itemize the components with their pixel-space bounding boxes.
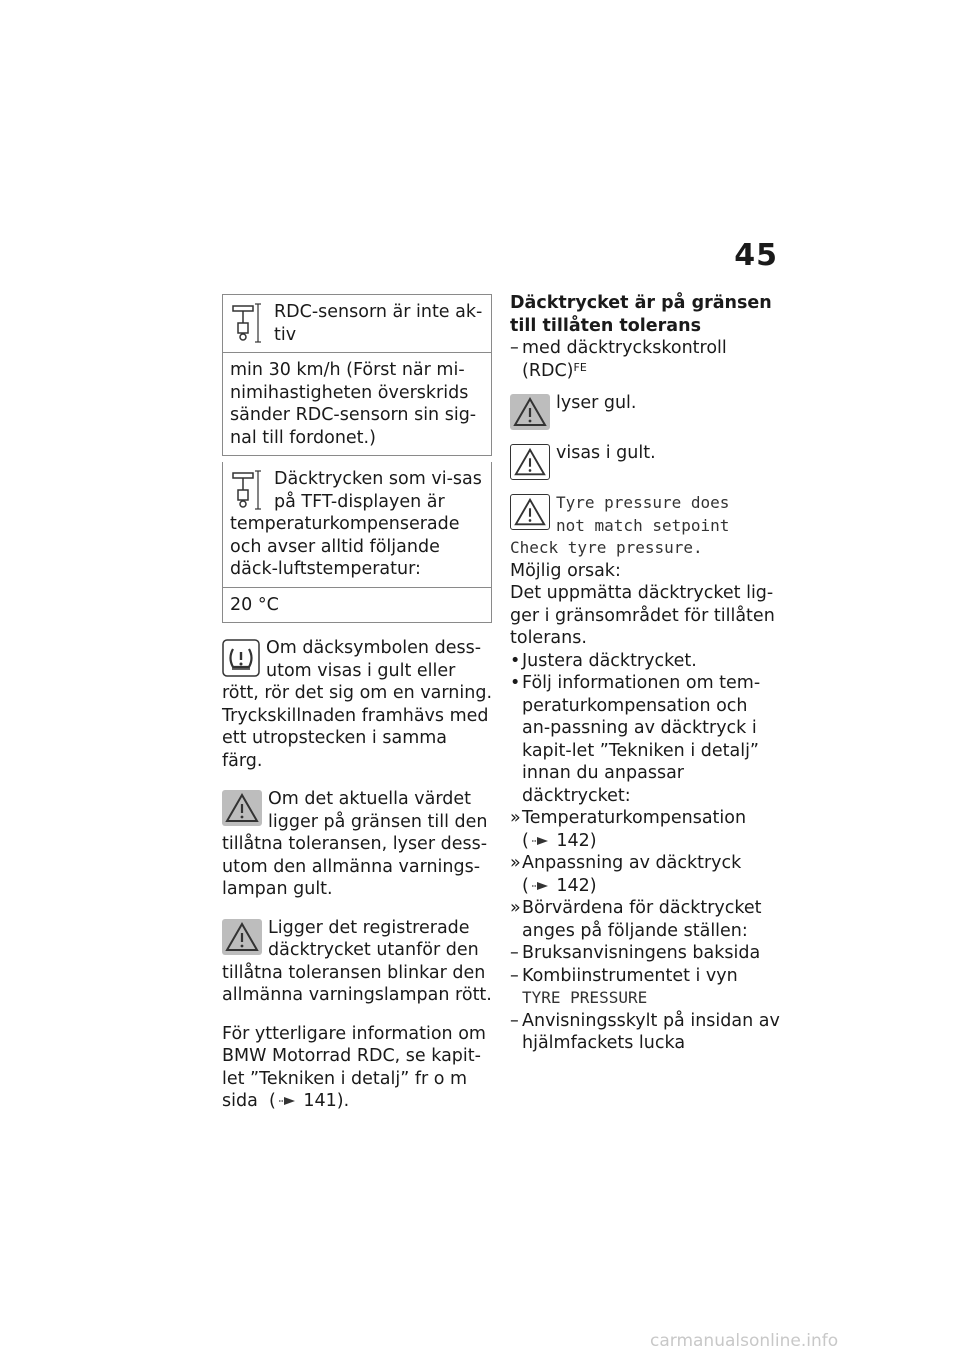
temperature-value: 20 °C xyxy=(230,594,279,615)
bullet-follow-info-text: Följ informationen om tem-peraturkompensation och an-passning av däcktryck i kapit-let ”Tekniken i detalj” innan du anpassar däcktrycket: xyxy=(522,673,761,806)
warning-shown-yellow-text: visas i gult. xyxy=(556,443,656,463)
display-message-line-1: Tyre pressure does xyxy=(556,493,730,512)
temp-comp-box xyxy=(222,462,492,588)
ref-tyre-adjustment: » Anpassning av däcktryck ( 142) xyxy=(510,852,780,897)
ref-temperature-page[interactable]: 142) xyxy=(556,830,597,851)
check-message: Check tyre pressure. xyxy=(510,538,703,557)
place-helmet-compartment-text: Anvisningsskylt på insidan av hjälmfackets lucka xyxy=(522,1010,780,1053)
ref-adjustment-label: Anpassning av däcktryck xyxy=(522,853,742,873)
sensor-inactive-box xyxy=(222,294,492,353)
general-warning-icon xyxy=(510,444,550,480)
page-reference-arrow-icon xyxy=(278,1096,296,1106)
red-warning-note xyxy=(222,917,492,1007)
section-heading: Däcktrycket är på gränsen till tillåten tolerans xyxy=(510,293,772,336)
more-info-page-ref[interactable]: 141). xyxy=(303,1091,350,1111)
general-warning-icon xyxy=(222,919,262,955)
more-info-note xyxy=(222,1023,492,1113)
place-helmet-compartment xyxy=(510,1010,780,1055)
tyre-pressure-warning-icon xyxy=(222,639,260,677)
ref-temperature-label: Temperaturkompensation xyxy=(522,808,747,828)
left-column xyxy=(222,294,492,1113)
general-warning-icon xyxy=(222,790,262,826)
more-info-text: För ytterligare information om BMW Motorrad RDC, se kapit-let ”Tekniken i detalj” fr o m sida ( 141). xyxy=(222,1023,486,1111)
ref-temperature-compensation: » Temperaturkompensation ( 142) xyxy=(510,807,780,852)
page-reference-arrow-icon xyxy=(531,881,549,891)
cause-label: Möjlig orsak: xyxy=(510,560,621,581)
ref-adjustment-page[interactable]: 142) xyxy=(556,875,597,896)
yellow-warning-note xyxy=(222,788,492,901)
warning-lights-yellow-text: lyser gul. xyxy=(556,393,637,413)
general-warning-icon xyxy=(510,494,550,530)
red-warning-text: Ligger det registrerade däcktrycket utanför den tillåtna toleransen blinkar den allmänna varningslampan rött. xyxy=(222,917,492,1005)
bullet-adjust-text: Justera däcktrycket. xyxy=(522,650,697,671)
sensor-icon xyxy=(230,468,264,512)
place-manual-back xyxy=(510,942,780,965)
condition-line xyxy=(510,337,780,382)
page-reference-arrow-icon xyxy=(531,836,549,846)
general-warning-icon xyxy=(510,394,550,430)
watermark: carmanualsonline.info xyxy=(650,1331,839,1351)
place-instrument-cluster xyxy=(510,965,780,1010)
place-manual-back-text: Bruksanvisningens baksida xyxy=(522,943,761,963)
page-number: 45 xyxy=(734,238,778,273)
yellow-warning-text: Om det aktuella värdet ligger på gränsen till den tillåtna toleransen, lyser dess-utom den allmänna varnings-lampan gult. xyxy=(222,789,488,899)
min-speed-box xyxy=(222,353,492,456)
warning-lights-yellow-row xyxy=(510,392,780,432)
sensor-icon xyxy=(230,301,264,345)
bullet-follow-info xyxy=(510,672,780,807)
display-message-line-2: not match setpoint xyxy=(556,515,730,535)
view-name: TYRE PRESSURE xyxy=(522,988,648,1007)
cause-text: Det uppmätta däcktrycket lig-ger i gränsområdet för tillåten tolerans. xyxy=(510,583,775,648)
temp-comp-text: Däcktrycken som vi-sas på TFT-displayen är temperaturkompenserade och avser alltid följande däck-luftstemperatur: xyxy=(230,469,482,579)
condition-superscript: FE xyxy=(573,360,587,374)
display-message-row xyxy=(510,492,780,537)
bullet-adjust xyxy=(510,650,780,673)
right-column xyxy=(510,292,780,1055)
warning-shown-yellow-row xyxy=(510,442,780,482)
place-instrument-cluster-text: Kombiinstrumentet i vyn xyxy=(522,965,738,986)
setpoints-item xyxy=(510,897,780,942)
sensor-inactive-text: RDC-sensorn är inte ak-tiv xyxy=(274,302,483,345)
tyre-symbol-note xyxy=(222,637,492,772)
setpoints-text: Börvärdena för däcktrycket anges på följande ställen: xyxy=(522,898,762,941)
temperature-box xyxy=(222,588,492,624)
min-speed-text: min 30 km/h (Först när mi-nimihastigheten överskrids sänder RDC-sensorn sin sig-nal till fordonet.) xyxy=(230,360,477,448)
tyre-symbol-text: Om däcksymbolen dess-utom visas i gult eller rött, rör det sig om en varning. Tryckskillnaden framhävs med ett utropstecken i samma färg. xyxy=(222,638,493,771)
condition-text: med däcktryckskontroll (RDC) xyxy=(522,338,727,381)
more-info-body: För ytterligare information om BMW Motorrad RDC, se kapit-let ”Tekniken i detalj” fr o m sida xyxy=(222,1023,486,1111)
